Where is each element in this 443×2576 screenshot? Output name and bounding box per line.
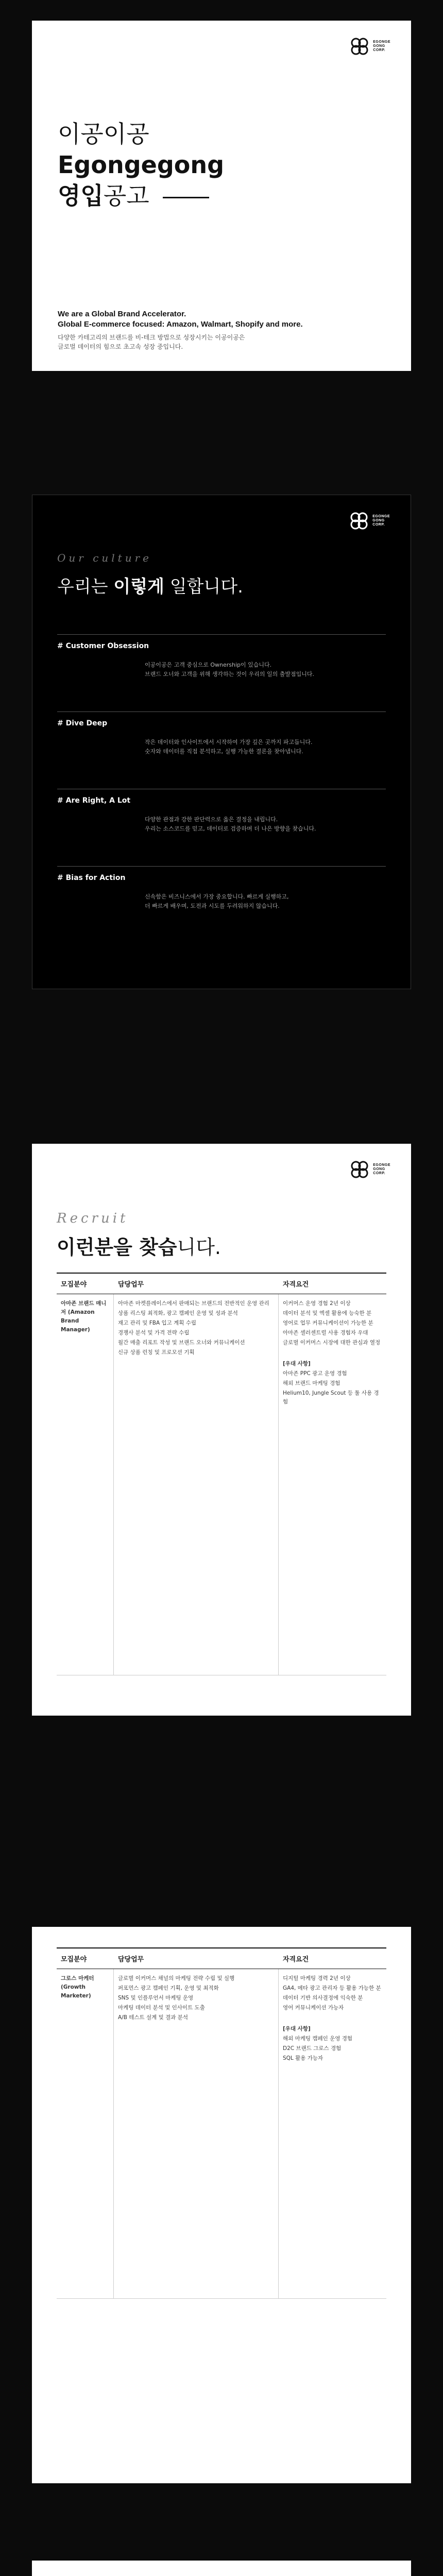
recruit-table: [57, 1273, 386, 1675]
logo-wordmark: EGONGE GONG CORP.: [373, 40, 390, 52]
culture-item: # Are Right, A Lot 다양한 관점과 강한 판단력으로 옳은 결정을 내립니다. 우리는 소스코드를 믿고, 데이터로 검증하며 더 나은 방향을 찾습니다.: [57, 789, 386, 866]
title-underline: [163, 197, 209, 198]
hero-tagline: We are a Global Brand Accelerator. Global E-commerce focused: Amazon, Walmart, Shopify and more. 다양한 카테고리의 브랜드를 비-테크 방법으로 성장시키는 이공이공은 글로벌 데이터의 힘으로 초고속 성장 중입니다.: [58, 310, 303, 350]
table-row: 그로스 마케터 (Growth Marketer) 글로벌 이커머스 채널의 마케팅 전략 수립 및 실행 퍼포먼스 광고 캠페인 기획, 운영 및 최적화 SNS 및 인플루언서 마케팅 운영 마케팅 데이터 분석 및 인사이트 도출 A/B 테스트 설계 및 결과 분석 디지털 마케팅 경력 2년 이상 GA4, 메타 광고 관리자 등 활용 가능한 분 데이터 기반 의사결정에 익숙한 분 영어 커뮤니케이션 가능자 [우대 사항] 해외 마케팅 캠페인 운영 경험 D2C 브랜드 그로스 경험 SQL 활용 가능자: [57, 1969, 386, 2299]
logo-mark-icon: [349, 511, 369, 531]
recruit-section: [0, 1051, 443, 1927]
table-header: 모집분야 담당업무 자격요건: [57, 1273, 386, 1294]
culture-script: Our culture: [57, 552, 152, 564]
logo-mark-icon: [349, 1159, 370, 1180]
recruit-card: [32, 1144, 411, 1716]
duties-cell: 글로벌 이커머스 채널의 마케팅 전략 수립 및 실행 퍼포먼스 광고 캠페인 기획, 운영 및 최적화 SNS 및 인플루언서 마케팅 운영 마케팅 데이터 분석 및 인사이트 도출 A/B 테스트 설계 및 결과 분석: [113, 1969, 278, 2298]
logo-wordmark: EGONGE GONG CORP.: [373, 1163, 390, 1175]
apply-section: [0, 2530, 443, 2576]
recruit2-card: [32, 1927, 411, 2483]
brand-logo: [349, 36, 390, 57]
table-row: 아마존 브랜드 매니저 (Amazon Brand Manager) 아마존 마켓플레이스에서 판매되는 브랜드의 전반적인 운영 관리 상품 리스팅 최적화, 광고 캠페인 운영 및 성과 분석 재고 관리 및 FBA 입고 계획 수립 경쟁사 분석 및 가격 전략 수립 월간 매출 리포트 작성 및 브랜드 오너와 커뮤니케이션 신규 상품 런칭 및 프로모션 기획 이커머스 운영 경험 2년 이상 데이터 분석 및 엑셀 활용에 능숙한 분 영어로 업무 커뮤니케이션이 가능한 분 아마존 셀러센트럴 사용 경험자 우대 글로벌 이커머스 시장에 대한 관심과 열정 [우대 사항] 아마존 PPC 광고 운영 경험 해외 브랜드 마케팅 경험 Helium10, Jungle Scout 등 툴 사용 경험: [57, 1294, 386, 1675]
hero-section: [0, 0, 443, 433]
hero-title: 이공이공 Egongegong 영입공고: [58, 120, 225, 210]
culture-item: # Dive Deep 작은 데이터와 인사이트에서 시작하여 가장 깊은 곳까지 파고듭니다. 숫자와 데이터를 직접 분석하고, 실행 가능한 결론을 찾아냅니다.: [57, 711, 386, 789]
duties-cell: 아마존 마켓플레이스에서 판매되는 브랜드의 전반적인 운영 관리 상품 리스팅 최적화, 광고 캠페인 운영 및 성과 분석 재고 관리 및 FBA 입고 계획 수립 경쟁사 분석 및 가격 전략 수립 월간 매출 리포트 작성 및 브랜드 오너와 커뮤니케이션 신규 상품 런칭 및 프로모션 기획: [113, 1294, 278, 1675]
brand-logo: [349, 511, 390, 531]
logo-mark-icon: [349, 36, 370, 57]
recruit-script: Recruit: [57, 1211, 129, 1226]
brand-logo: [349, 1159, 390, 1180]
reqs-cell: 이커머스 운영 경험 2년 이상 데이터 분석 및 엑셀 활용에 능숙한 분 영어로 업무 커뮤니케이션이 가능한 분 아마존 셀러센트럴 사용 경험자 우대 글로벌 이커머스 시장에 대한 관심과 열정 [우대 사항] 아마존 PPC 광고 운영 경험 해외 브랜드 마케팅 경험 Helium10, Jungle Scout 등 툴 사용 경험: [278, 1294, 386, 1675]
apply-card: [32, 2561, 411, 2576]
recruit2-table: [57, 1947, 386, 2299]
culture-section: [0, 433, 443, 1051]
culture-card: [32, 495, 411, 989]
recruit-heading: 이런분을 찾습니다.: [57, 1236, 221, 1259]
recruit2-section: [0, 1927, 443, 2530]
culture-item: # Bias for Action 신속함은 비즈니스에서 가장 중요합니다. 빠르게 실행하고, 더 빠르게 배우며, 도전과 시도를 두려워하지 않습니다.: [57, 866, 386, 943]
logo-wordmark: EGONGE GONG CORP.: [372, 515, 390, 527]
table-header: 모집분야 담당업무 자격요건: [57, 1947, 386, 1969]
reqs-cell: 디지털 마케팅 경력 2년 이상 GA4, 메타 광고 관리자 등 활용 가능한 분 데이터 기반 의사결정에 익숙한 분 영어 커뮤니케이션 가능자 [우대 사항] 해외 마케팅 캠페인 운영 경험 D2C 브랜드 그로스 경험 SQL 활용 가능자: [278, 1969, 386, 2298]
culture-heading: 우리는 이렇게 일합니다.: [57, 577, 243, 597]
culture-item: # Customer Obsession 이공이공은 고객 중심으로 Ownership이 있습니다. 브랜드 오너와 고객을 위해 생각하는 것이 우리의 일의 출발점입니다.: [57, 634, 386, 711]
culture-list: [57, 634, 386, 943]
hero-card: [32, 21, 411, 371]
